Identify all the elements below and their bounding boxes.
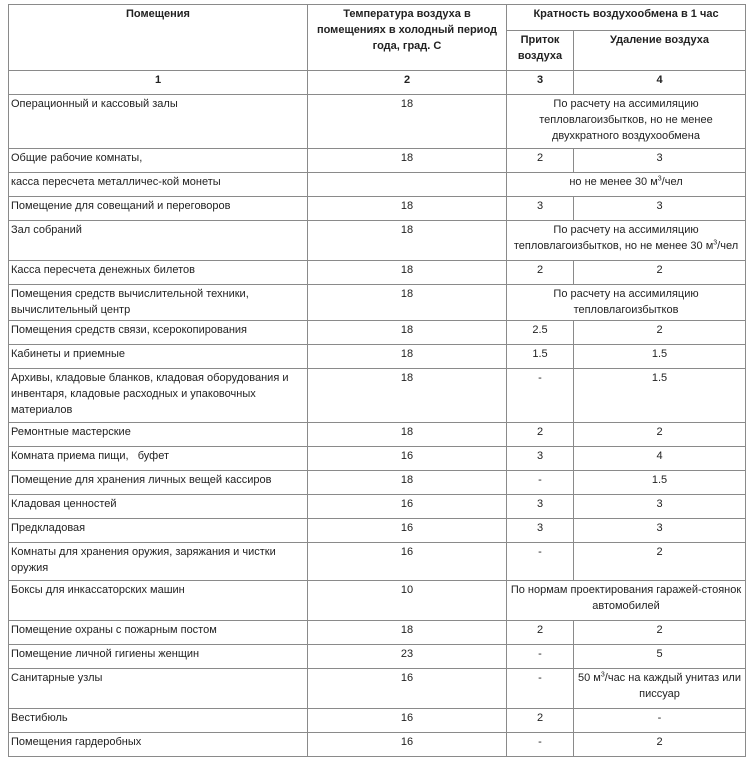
room-name: Вестибюль bbox=[9, 709, 308, 733]
outflow: 3 bbox=[574, 149, 746, 173]
temperature: 16 bbox=[308, 543, 507, 581]
column-number-1: 1 bbox=[9, 71, 308, 95]
merged-note: По расчету на ассимиляцию тепловлагоизбытков bbox=[507, 285, 746, 321]
room-name: Помещения средств связи, ксерокопирования bbox=[9, 321, 308, 345]
table-row bbox=[9, 149, 746, 173]
temperature: 10 bbox=[308, 581, 507, 621]
inflow: 3 bbox=[507, 197, 574, 221]
inflow: 2 bbox=[507, 423, 574, 447]
table-row bbox=[9, 543, 746, 581]
temperature: 18 bbox=[308, 197, 507, 221]
inflow: - bbox=[507, 669, 574, 709]
room-name: Архивы, кладовые бланков, кладовая оборудования и инвентаря, кладовые расходных и упаковочных материалов bbox=[9, 369, 308, 423]
outflow: 2 bbox=[574, 621, 746, 645]
temperature: 18 bbox=[308, 149, 507, 173]
outflow: 5 bbox=[574, 645, 746, 669]
temperature bbox=[308, 173, 507, 197]
room-name: Помещения гардеробных bbox=[9, 733, 308, 757]
room-name: Боксы для инкассаторских машин bbox=[9, 581, 308, 621]
temperature: 18 bbox=[308, 369, 507, 423]
inflow: - bbox=[507, 369, 574, 423]
temperature: 18 bbox=[308, 221, 507, 261]
table-row bbox=[9, 733, 746, 757]
room-name: Ремонтные мастерские bbox=[9, 423, 308, 447]
room-name: Предкладовая bbox=[9, 519, 308, 543]
header-inflow: Приток воздуха bbox=[507, 31, 574, 71]
temperature: 16 bbox=[308, 447, 507, 471]
merged-note: По нормам проектирования гаражей-стоянок автомобилей bbox=[507, 581, 746, 621]
merged-note-text: но не менее 30 м bbox=[569, 176, 658, 188]
inflow: 2 bbox=[507, 149, 574, 173]
table-row bbox=[9, 621, 746, 645]
temperature: 18 bbox=[308, 621, 507, 645]
inflow: 2 bbox=[507, 709, 574, 733]
column-number-row bbox=[9, 71, 746, 95]
outflow-unit: /час на каждый унитаз или писсуар bbox=[604, 672, 741, 700]
temperature: 18 bbox=[308, 95, 507, 149]
temperature: 23 bbox=[308, 645, 507, 669]
header-rooms: Помещения bbox=[9, 5, 308, 71]
merged-note-text: По расчету на ассимиляцию тепловлагоизбытков, но не менее 30 м bbox=[513, 224, 714, 252]
room-name: Помещения средств вычислительной техники, вычислительный центр bbox=[9, 285, 308, 321]
header-row bbox=[9, 5, 746, 31]
table-row bbox=[9, 197, 746, 221]
inflow: 1.5 bbox=[507, 345, 574, 369]
inflow: 2 bbox=[507, 261, 574, 285]
table-row bbox=[9, 173, 746, 197]
temperature: 18 bbox=[308, 423, 507, 447]
room-name: Касса пересчета денежных билетов bbox=[9, 261, 308, 285]
room-name: Кладовая ценностей bbox=[9, 495, 308, 519]
room-name: Помещение охраны с пожарным постом bbox=[9, 621, 308, 645]
inflow: - bbox=[507, 645, 574, 669]
merged-note bbox=[507, 173, 746, 197]
table-row bbox=[9, 285, 746, 321]
room-name: Помещение для совещаний и переговоров bbox=[9, 197, 308, 221]
room-name: Санитарные узлы bbox=[9, 669, 308, 709]
header-temperature: Температура воздуха в помещениях в холодный период года, град. С bbox=[308, 5, 507, 71]
outflow: 2 bbox=[574, 733, 746, 757]
header-air-exchange: Кратность воздухообмена в 1 час bbox=[507, 5, 746, 31]
room-name: Комнаты для хранения оружия, заряжания и чистки оружия bbox=[9, 543, 308, 581]
temperature: 16 bbox=[308, 669, 507, 709]
table-row bbox=[9, 519, 746, 543]
table-row bbox=[9, 471, 746, 495]
room-name: Кабинеты и приемные bbox=[9, 345, 308, 369]
temperature: 16 bbox=[308, 519, 507, 543]
room-name: Общие рабочие комнаты, bbox=[9, 149, 308, 173]
temperature: 16 bbox=[308, 495, 507, 519]
table-row bbox=[9, 423, 746, 447]
outflow: 1.5 bbox=[574, 345, 746, 369]
temperature: 16 bbox=[308, 733, 507, 757]
ventilation-table bbox=[8, 4, 746, 757]
table-row bbox=[9, 221, 746, 261]
outflow: 2 bbox=[574, 261, 746, 285]
inflow: 3 bbox=[507, 495, 574, 519]
temperature: 16 bbox=[308, 709, 507, 733]
room-name: Помещение для хранения личных вещей кассиров bbox=[9, 471, 308, 495]
outflow-text: 50 м bbox=[578, 672, 601, 684]
merged-note bbox=[507, 221, 746, 261]
room-name: касса пересчета металличес-кой монеты bbox=[9, 173, 308, 197]
header-outflow: Удаление воздуха bbox=[574, 31, 746, 71]
outflow: 1.5 bbox=[574, 369, 746, 423]
inflow: 3 bbox=[507, 519, 574, 543]
room-name: Комната приема пищи, буфет bbox=[9, 447, 308, 471]
table-row bbox=[9, 345, 746, 369]
outflow: 3 bbox=[574, 495, 746, 519]
temperature: 18 bbox=[308, 321, 507, 345]
outflow: 4 bbox=[574, 447, 746, 471]
column-number-2: 2 bbox=[308, 71, 507, 95]
temperature: 18 bbox=[308, 345, 507, 369]
temperature: 18 bbox=[308, 471, 507, 495]
inflow: - bbox=[507, 733, 574, 757]
column-number-3: 3 bbox=[507, 71, 574, 95]
table-row bbox=[9, 669, 746, 709]
column-number-4: 4 bbox=[574, 71, 746, 95]
inflow: - bbox=[507, 471, 574, 495]
outflow-superscript: 3 bbox=[600, 671, 605, 679]
temperature: 18 bbox=[308, 285, 507, 321]
inflow: 3 bbox=[507, 447, 574, 471]
table-row bbox=[9, 581, 746, 621]
inflow: 2 bbox=[507, 621, 574, 645]
table-row bbox=[9, 95, 746, 149]
merged-note-unit: /чел bbox=[661, 176, 683, 188]
outflow: 3 bbox=[574, 519, 746, 543]
table-row bbox=[9, 321, 746, 345]
table-row bbox=[9, 261, 746, 285]
outflow: 2 bbox=[574, 543, 746, 581]
outflow bbox=[574, 669, 746, 709]
table-row bbox=[9, 709, 746, 733]
outflow: - bbox=[574, 709, 746, 733]
table-row bbox=[9, 495, 746, 519]
outflow: 2 bbox=[574, 423, 746, 447]
inflow: - bbox=[507, 543, 574, 581]
merged-note: По расчету на ассимиляцию тепловлагоизбытков, но не менее двухкратного воздухообмена bbox=[507, 95, 746, 149]
merged-note-superscript: 3 bbox=[713, 239, 718, 247]
room-name: Зал собраний bbox=[9, 221, 308, 261]
merged-note-unit: /чел bbox=[717, 240, 739, 252]
temperature: 18 bbox=[308, 261, 507, 285]
outflow: 1.5 bbox=[574, 471, 746, 495]
inflow: 2.5 bbox=[507, 321, 574, 345]
outflow: 3 bbox=[574, 197, 746, 221]
table-row bbox=[9, 447, 746, 471]
outflow: 2 bbox=[574, 321, 746, 345]
room-name: Операционный и кассовый залы bbox=[9, 95, 308, 149]
room-name: Помещение личной гигиены женщин bbox=[9, 645, 308, 669]
merged-note-superscript: 3 bbox=[657, 175, 662, 183]
table-row bbox=[9, 645, 746, 669]
table-row bbox=[9, 369, 746, 423]
